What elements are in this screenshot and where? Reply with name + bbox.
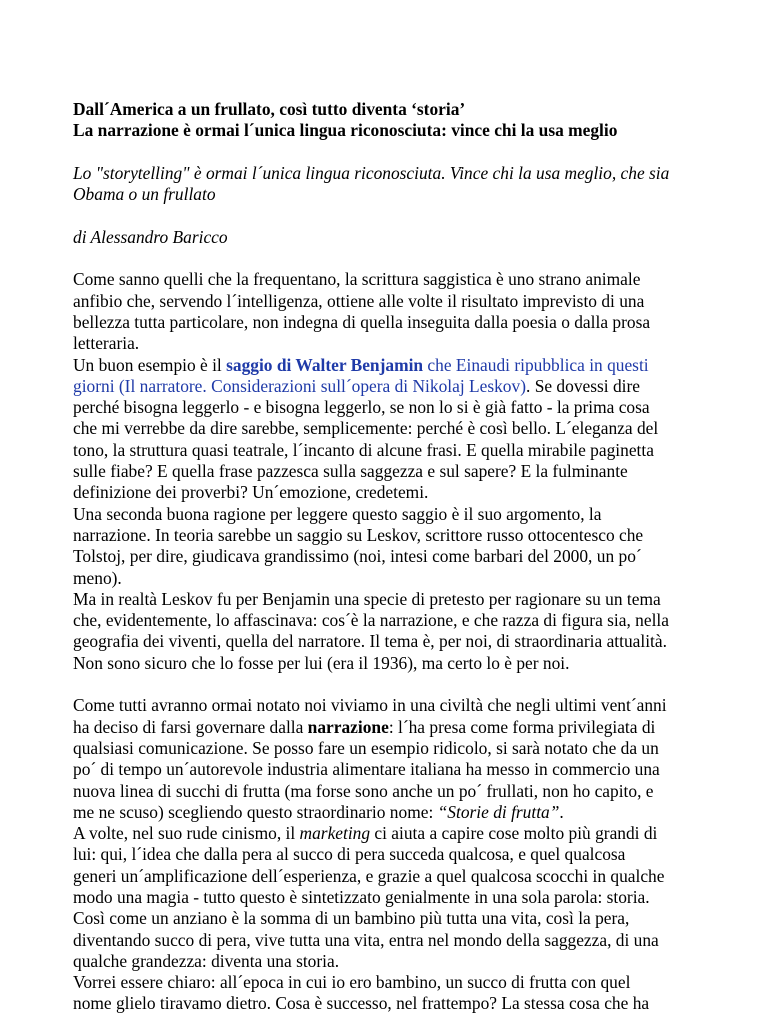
body-line: po´ di tempo un´autorevole industria alimentare italiana ha messo in commercio una: [73, 759, 660, 780]
subheadline: La narrazione è ormai l´unica lingua riconosciuta: vince chi la usa meglio: [73, 120, 618, 141]
body-line: [73, 802, 728, 823]
text-run: : l´ha presa come forma privilegiata di: [388, 716, 656, 737]
einaudi-link[interactable]: che Einaudi ripubblica in questi: [423, 354, 649, 375]
standfirst-line: Lo "storytelling" è ormai l´unica lingua riconosciuta. Vince chi la usa meglio, che sia: [73, 162, 670, 183]
text-run: me ne scuso) scegliendo questo straordinario nome:: [73, 801, 438, 822]
body-line: narrazione. In teoria sarebbe un saggio su Leskov, scrittore russo ottocentesco che: [73, 524, 644, 545]
body-line: Come sanno quelli che la frequentano, la scrittura saggistica è uno strano animale: [73, 269, 641, 290]
body-line: [73, 823, 728, 844]
body-line: che, evidentemente, lo affascinava: cos´è la narrazione, e che razza di figura sia, nella: [73, 610, 669, 631]
text-run: A volte, nel suo rude cinismo, il: [73, 823, 300, 844]
body-line: anfibio che, servendo l´intelligenza, ottiene alle volte il risultato imprevisto di una: [73, 290, 645, 311]
byline: di Alessandro Baricco: [73, 226, 228, 247]
body-line: bellezza tutta particolare, non indegna di quella inseguita dalla poesia o dalla prosa: [73, 311, 651, 332]
body-line: [73, 717, 728, 738]
body-line: lui: qui, l´idea che dalla pera al succo di pera succeda qualcosa, e quel qualcosa: [73, 844, 626, 865]
spacer: [73, 142, 728, 163]
body-line: [73, 376, 728, 397]
body-line: Così come un anziano è la somma di un bambino più tutta una vita, così la pera,: [73, 908, 630, 929]
body-line: Non sono sicuro che lo fosse per lui (era il 1936), ma certo lo è per noi.: [73, 652, 570, 673]
text-run: Un buon esempio è il: [73, 354, 227, 375]
body-line: modo una magia - tutto questo è sintetizzato genialmente in una sola parola: storia.: [73, 886, 650, 907]
spacer: [73, 674, 728, 695]
body-line: Ma in realtà Leskov fu per Benjamin una specie di pretesto per ragionare su un tema: [73, 588, 661, 609]
body-line: qualsiasi comunicazione. Se posso fare un esempio ridicolo, si sarà notato che da un: [73, 737, 659, 758]
text-run: . Se dovessi dire: [526, 375, 640, 396]
body-line: geografia dei viventi, quella del narratore. Il tema è, per noi, di straordinaria attualità.: [73, 631, 667, 652]
spacer: [73, 248, 728, 269]
emphasis-italic: “Storie di frutta”: [437, 801, 560, 822]
text-run: .: [559, 801, 564, 822]
text-run: ci aiuta a capire cose molto più grandi di: [370, 823, 658, 844]
body-line: diventando succo di pera, vive tutta una vita, entra nel mondo della saggezza, di una: [73, 929, 659, 950]
body-line: Una seconda buona ragione per leggere questo saggio è il suo argomento, la: [73, 503, 602, 524]
body-line: nome glielo tiravamo dietro. Cosa è successo, nel frattempo? La stessa cosa che ha: [73, 993, 650, 1014]
body-line: [73, 355, 728, 376]
text-run: ha deciso di farsi governare dalla: [73, 716, 308, 737]
body-line: sulle fiabe? E quella frase pazzesca sulla saggezza e sul sapere? E la fulminante: [73, 461, 628, 482]
benjamin-essay-link[interactable]: saggio di Walter Benjamin: [226, 354, 424, 375]
body-line: Come tutti avranno ormai notato noi viviamo in una civiltà che negli ultimi vent´anni: [73, 695, 667, 716]
body-line: che mi verrebbe da dire sarebbe, semplicemente: perché è così bello. L´eleganza del: [73, 418, 659, 439]
standfirst-line: Obama o un frullato: [73, 184, 216, 205]
emphasis-italic: marketing: [299, 823, 371, 844]
spacer: [73, 205, 728, 226]
body-line: definizione dei proverbi? Un´emozione, credetemi.: [73, 482, 429, 503]
body-line: meno).: [73, 567, 122, 588]
body-line: generi un´amplificazione dell´esperienza, e grazie a quel qualcosa scocchi in qualche: [73, 865, 665, 886]
body-line: perché bisogna leggerlo - e bisogna leggerlo, se non lo si è già fatto - la prima cosa: [73, 397, 650, 418]
body-line: qualche grandezza: diventa una storia.: [73, 950, 340, 971]
body-line: nuova linea di succhi di frutta (ma forse sono anche un po´ frullati, non ho capito, e: [73, 780, 654, 801]
body-line: Vorrei essere chiaro: all´epoca in cui io ero bambino, un succo di frutta con quel: [73, 972, 631, 993]
emphasis-bold: narrazione: [307, 716, 389, 737]
headline: Dall´America a un frullato, così tutto diventa ‘storia’: [73, 99, 466, 119]
body-line: Tolstoj, per dire, giudicava grandissimo (noi, intesi come barbari del 2000, un po´: [73, 546, 642, 567]
book-title-link[interactable]: giorni (Il narratore. Considerazioni sull´opera di Nikolaj Leskov): [73, 375, 526, 396]
body-line: letteraria.: [73, 333, 140, 354]
body-line: tono, la struttura quasi teatrale, l´incanto di alcune frasi. E quella mirabile paginetta: [73, 439, 654, 460]
